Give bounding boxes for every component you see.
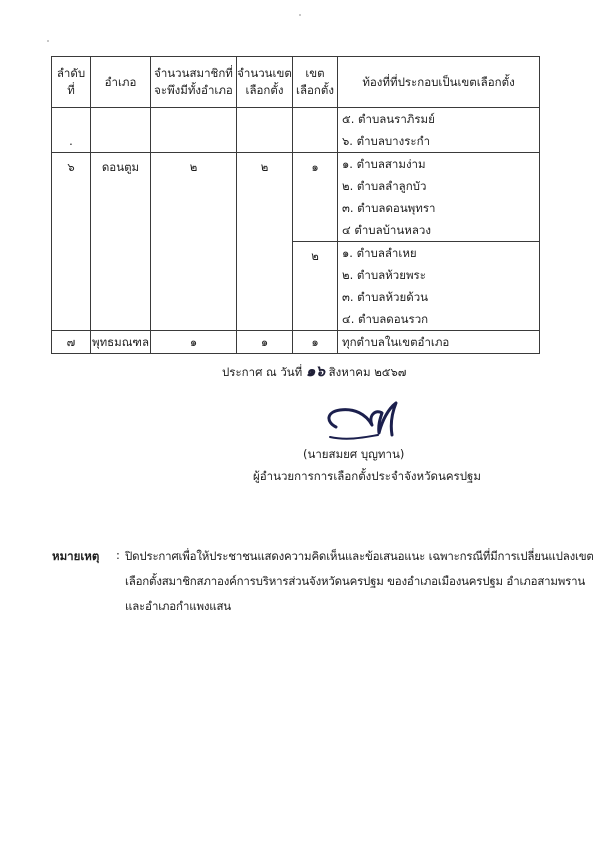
list-item: ๒. ตำบลลำลูกบัว <box>342 179 427 193</box>
header-area: ท้องที่ที่ประกอบเป็นเขตเลือกตั้ง <box>338 57 540 108</box>
remark-colon: : <box>116 548 120 562</box>
list-item: ๕. ตำบลนราภิรมย์ <box>342 112 435 126</box>
order-cell: ๖ <box>52 153 91 331</box>
header-order: ลำดับ ที่ <box>52 57 91 108</box>
list-item: ๓. ตำบลห้วยด้วน <box>342 290 429 304</box>
announcement-month-year: สิงหาคม ๒๕๖๗ <box>328 365 407 379</box>
scan-speck <box>47 40 49 42</box>
list-item: ๔. ตำบลดอนรวก <box>342 312 429 326</box>
members-cell: ๑ <box>151 331 237 354</box>
announcement-prefix: ประกาศ ณ วันที่ <box>222 365 303 379</box>
district-cell: ดอนตูม <box>91 153 151 331</box>
remark-line: เลือกตั้งสมาชิกสภาองค์การบริหารส่วนจังหวัดนครปฐม ของอำเภอเมืองนครปฐม อำเภอสามพราน <box>125 574 586 588</box>
signer-name: (นายสมยศ บุญทาน) <box>303 447 405 461</box>
header-district: อำเภอ <box>91 57 151 108</box>
remark-line: และอำเภอกำแพงแสน <box>125 599 231 613</box>
electoral-zones-table <box>51 56 540 354</box>
list-item: ๑. ตำบลสามง่าม <box>342 157 426 171</box>
list-item: ๒. ตำบลห้วยพระ <box>342 268 426 282</box>
list-item: ทุกตำบลในเขตอำเภอ <box>342 335 450 349</box>
zone-number-cell: ๑ <box>293 153 338 242</box>
header-members: จำนวนสมาชิกที่ จะพึงมีทั้งอำเภอ <box>151 57 237 108</box>
zones-count-cell: ๑ <box>237 331 293 354</box>
area-cell <box>338 331 540 354</box>
area-cell <box>338 153 540 242</box>
zones-count-cell: ๒ <box>237 153 293 331</box>
list-item: ๔ ตำบลบ้านหลวง <box>342 223 431 237</box>
area-cell <box>338 242 540 331</box>
announcement-date <box>222 359 406 383</box>
list-item: ๖. ตำบลบางระกำ <box>342 134 431 148</box>
order-cell: ๗ <box>52 331 91 354</box>
zone-number-cell: ๒ <box>293 242 338 331</box>
list-item: ๑. ตำบลลำเหย <box>342 246 417 260</box>
table-row <box>52 153 540 242</box>
table-header-row <box>52 57 540 108</box>
zone-number-cell: ๑ <box>293 331 338 354</box>
header-zones-count: จำนวนเขต เลือกตั้ง <box>237 57 293 108</box>
remark-line: ปิดประกาศเพื่อให้ประชาชนแสดงความคิดเห็นและข้อเสนอแนะ เฉพาะกรณีที่มีการเปลี่ยนแปลงเขต <box>125 549 594 563</box>
scan-speck <box>299 14 301 16</box>
signer-title: ผู้อำนวยการการเลือกตั้งประจำจังหวัดนครปฐม <box>253 469 481 483</box>
announcement-day: ๑๖ <box>305 362 325 380</box>
header-zone-number: เขต เลือกตั้ง <box>293 57 338 108</box>
continuation-mark: . <box>69 134 73 148</box>
district-cell: พุทธมณฑล <box>91 331 151 354</box>
remark-label: หมายเหตุ <box>52 549 100 563</box>
table-row <box>52 108 540 153</box>
list-item: ๓. ตำบลดอนพุทรา <box>342 201 436 215</box>
members-cell: ๒ <box>151 153 237 331</box>
table-row <box>52 331 540 354</box>
area-cell <box>338 108 540 153</box>
